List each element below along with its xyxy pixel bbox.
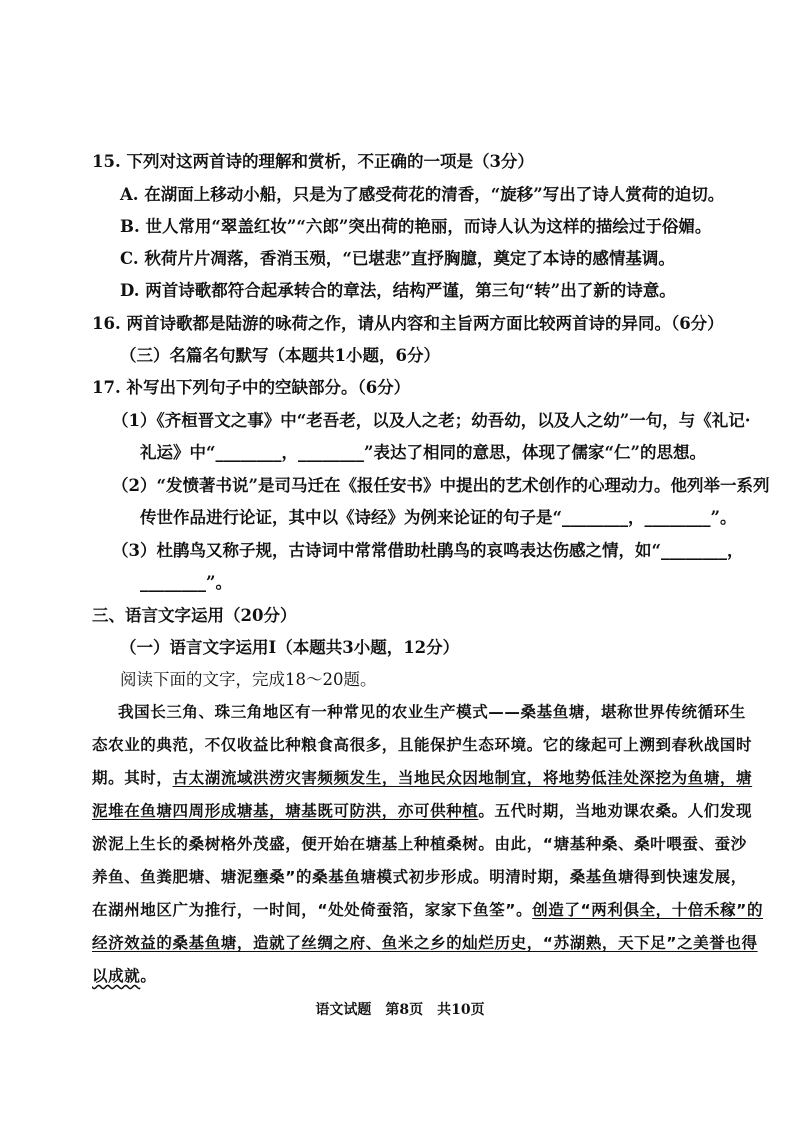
question-17-part-2-line-2: 传世作品进行论证，其中以《诗经》为例来论证的句子是“________，________”。 xyxy=(140,508,737,527)
page-footer: 语文试题 第8页 共10页 xyxy=(315,1002,485,1018)
passage-line-7 xyxy=(92,898,763,922)
passage-line-2: 态农业的典范，不仅收益比种粮食高很多，且能保护生态环境。它的缘起可上溯到春秋战国时 xyxy=(92,736,753,754)
question-15-option-d: D. 两首诗歌都符合起承转合的章法，结构严谨，第三句“转”出了新的诗意。 xyxy=(120,281,676,300)
passage-wavy-underlined-span: 以成就 xyxy=(92,967,141,985)
question-15-stem: 15. 下列对这两首诗的理解和赏析，不正确的一项是（3分） xyxy=(92,152,534,171)
section-3-1-heading: （一）语言文字运用Ⅰ（本题共3小题，12分） xyxy=(120,638,460,657)
section-3-heading: 三、语言文字运用（20分） xyxy=(92,606,297,625)
question-17-part-2-line-1: （2）“发愤著书说”是司马迁在《报任安书》中提出的艺术创作的心理动力。他列举一系列 xyxy=(112,476,770,495)
passage-line-5: 淤泥上生长的桑树格外茂盛，便开始在塘基上种植桑树。由此，“塘基种桑、桑叶喂蚕、蚕沙 xyxy=(92,835,747,853)
question-17-part-3-line-2: ________”。 xyxy=(140,573,232,592)
passage-underlined-span-3: 创造了“两利俱全，十倍禾稼”的 xyxy=(532,901,764,919)
question-17-part-1-line-1: （1）《齐桓晋文之事》中“老吾老，以及人之老；幼吾幼，以及人之幼”一句，与《礼记· xyxy=(112,411,751,430)
passage-line-7-text: 在湖州地区广为推行，一时间，“处处倚蚕箔，家家下鱼筌”。 xyxy=(92,901,533,919)
reading-instruction: 阅读下面的文字，完成18～20题。 xyxy=(120,670,377,689)
passage-underlined-span-2: 泥堆在鱼塘四周形成塘基，塘基既可防洪，亦可供种植 xyxy=(92,802,479,820)
question-15-option-c: C. 秋荷片片凋落，香消玉殒，“已堪悲”直抒胸臆，奠定了本诗的感情基调。 xyxy=(120,249,675,268)
passage-line-4 xyxy=(92,799,752,823)
question-17-stem: 17. 补写出下列句子中的空缺部分。（6分） xyxy=(92,378,411,397)
passage-line-3-text: 期。其时， xyxy=(92,769,173,787)
passage-line-6: 养鱼、鱼粪肥塘、塘泥壅桑”的桑基鱼塘模式初步形成。明清时期，桑基鱼塘得到快速发展， xyxy=(92,868,747,886)
passage-line-1: 我国长三角、珠三角地区有一种常见的农业生产模式——桑基鱼塘，堪称世界传统循环生 xyxy=(118,703,746,721)
passage-line-8 xyxy=(92,931,758,955)
question-17-part-3-line-1: （3）杜鹃鸟又称子规，古诗词中常常借助杜鹃鸟的哀鸣表达伤感之情，如“________， xyxy=(112,541,744,560)
section-famous-sentences-heading: （三）名篇名句默写（本题共1小题，6分） xyxy=(120,346,440,365)
passage-line-3 xyxy=(92,766,752,790)
question-17-part-1-line-2: 礼运》中“________，________”表达了相同的意思，体现了儒家“仁”的思想。 xyxy=(140,443,706,462)
question-15-option-a: A. 在湖面上移动小船，只是为了感受荷花的清香，“旋移”写出了诗人赏荷的迫切。 xyxy=(120,185,725,204)
passage-line-4-text: 。五代时期，当地劝课农桑。人们发现 xyxy=(478,802,753,820)
passage-underlined-span-4: 经济效益的桑基鱼塘，造就了丝绸之府、鱼米之乡的灿烂历史，“苏湖熟，天下足”之美誉也得 xyxy=(92,934,758,952)
passage-line-9 xyxy=(92,964,156,988)
question-16: 16. 两首诗歌都是陆游的咏荷之作，请从内容和主旨两方面比较两首诗的异同。（6分） xyxy=(92,314,724,333)
question-15-option-b: B. 世人常用“翠盖红妆”“六郎”突出荷的艳丽，而诗人认为这样的描绘过于俗媚。 xyxy=(120,217,712,236)
passage-underlined-span-1: 古太湖流域洪涝灾害频频发生，当地民众因地制宜，将地势低洼处深挖为鱼塘，塘 xyxy=(172,769,753,787)
passage-line-9-end: 。 xyxy=(140,967,157,985)
